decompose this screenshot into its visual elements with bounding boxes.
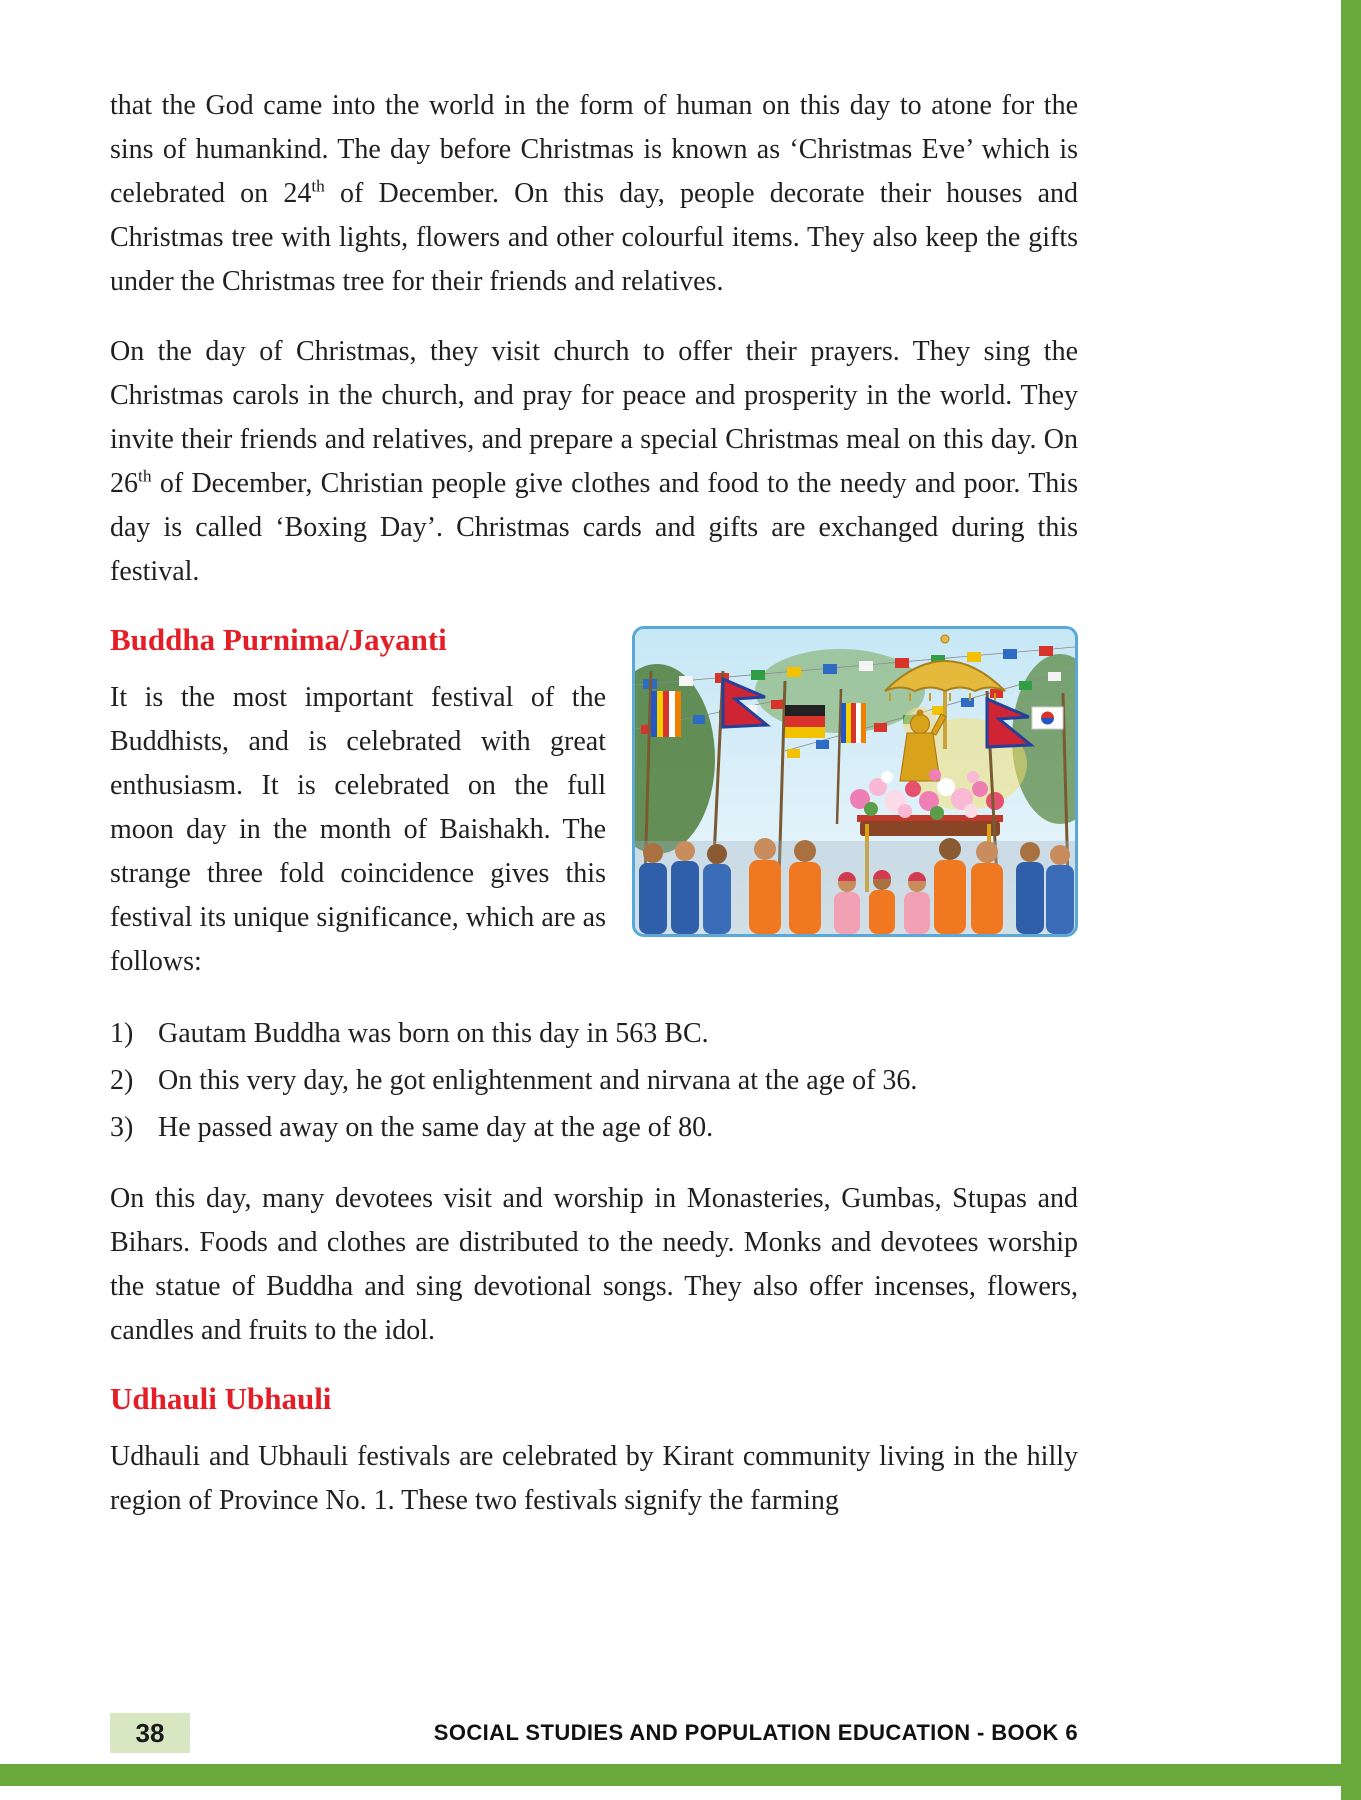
paragraph-text: of December. On this day, people decorate their houses and Christmas tree with lights, flowers and other colourful items. They also keep the gifts under the Christmas tree for their friends and relatives.	[110, 178, 1078, 297]
paragraph-text: of December, Christian people give clothes and food to the needy and poor. This day is called ‘Boxing Day’. Christmas cards and gifts are exchanged during this festival.	[110, 468, 1078, 587]
paragraph-buddha-closing: On this day, many devotees visit and worship in Monasteries, Gumbas, Stupas and Bihars. Foods and clothes are distributed to the needy. Monks and devotees worship the statue of Buddha and sing devotional songs. They also offer incenses, flowers, candles and fruits to the idol.	[110, 1183, 1078, 1346]
procession-illustration	[635, 629, 1075, 934]
list-item	[110, 1104, 1078, 1151]
page-footer	[110, 1712, 1078, 1754]
buddha-facts-list	[110, 1010, 1078, 1151]
list-item-text: On this very day, he got enlightenment and nirvana at the age of 36.	[158, 1065, 918, 1096]
paragraph-text: On the day of Christmas, they visit church to offer their prayers. They sing the Christmas carols in the church, and pray for peace and prosperity in the world. They invite their friends and relatives, and prepare a special Christmas meal on this day. On 26	[110, 336, 1078, 499]
list-marker: 2)	[110, 1065, 134, 1096]
buddha-jayanti-procession-photo	[632, 626, 1078, 937]
list-item-text: Gautam Buddha was born on this day in 563 BC.	[158, 1018, 709, 1049]
list-item	[110, 1057, 1078, 1104]
list-item-text: He passed away on the same day at the age of 80.	[158, 1112, 714, 1143]
list-marker: 1)	[110, 1018, 134, 1049]
paragraph-christmas-eve	[110, 84, 1078, 304]
procession-crowd	[635, 838, 1075, 934]
right-green-bar	[1341, 0, 1361, 1800]
page-number-badge	[110, 1713, 190, 1753]
section-heading-udhauli-ubhauli: Udhauli Ubhauli	[110, 1381, 332, 1416]
paragraph-christmas-day	[110, 330, 1078, 594]
page-content	[110, 84, 1078, 1549]
paragraph-buddha-intro: It is the most important festival of the Buddhists, and is celebrated with great enthusiasm. It is celebrated on the full moon day in the month of Baishakh. The strange three fold coincidence gives this festival its unique significance, which are as follows:	[110, 682, 606, 977]
book-title: SOCIAL STUDIES AND POPULATION EDUCATION - BOOK 6	[433, 1720, 1078, 1745]
page-number: 38	[135, 1717, 165, 1748]
list-marker: 3)	[110, 1112, 134, 1143]
children-with-red-caps	[834, 870, 930, 934]
bottom-green-bar	[0, 1764, 1361, 1786]
section-heading-buddha-purnima: Buddha Purnima/Jayanti	[110, 622, 447, 657]
paragraph-text: that the God came into the world in the form of human on this day to atone for the sins of humankind. The day before Christmas is known as ‘Christmas Eve’ which is celebrated on 24	[110, 90, 1078, 209]
list-item	[110, 1010, 1078, 1057]
paragraph-udhauli: Udhauli and Ubhauli festivals are celebrated by Kirant community living in the hilly region of Province No. 1. These two festivals signify the farming	[110, 1441, 1078, 1516]
ordinal-superscript: th	[311, 176, 325, 196]
ordinal-superscript: th	[138, 466, 152, 486]
